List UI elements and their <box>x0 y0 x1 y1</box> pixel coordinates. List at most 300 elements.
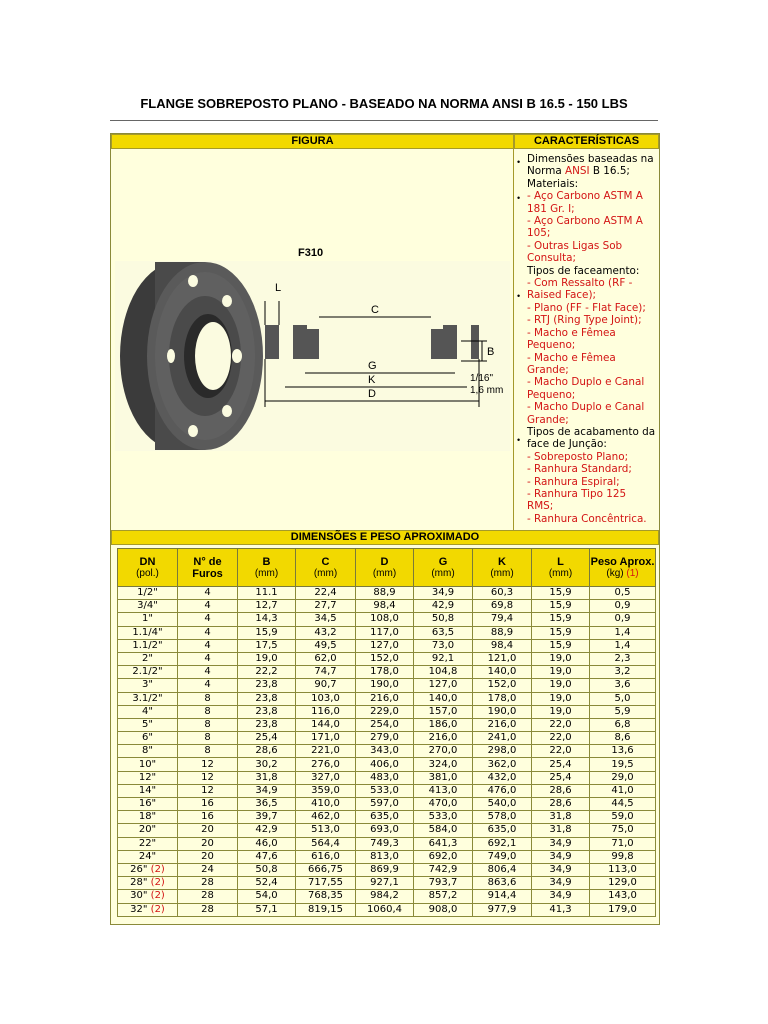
table-cell: 806,4 <box>473 863 532 876</box>
table-cell: 19,0 <box>238 652 296 665</box>
table-cell: 25,4 <box>238 732 296 745</box>
caracteristica-line[interactable]: - Ranhura Standard; <box>527 463 632 476</box>
caracteristica-line[interactable]: Raised Face); <box>527 289 596 302</box>
table-cell: 279,0 <box>356 732 414 745</box>
table-cell: 8 <box>178 692 238 705</box>
table-cell: 92,1 <box>414 652 473 665</box>
table-cell: 63,5 <box>414 626 473 639</box>
table-cell: 15,9 <box>532 587 590 600</box>
table-cell: 6,8 <box>590 718 656 731</box>
caracteristica-line[interactable]: RMS; <box>527 500 554 513</box>
table-cell: 768,35 <box>296 890 356 903</box>
table-cell: 432,0 <box>473 771 532 784</box>
column-header: B (mm) <box>238 549 296 587</box>
table-cell: 6" <box>118 732 178 745</box>
table-cell: 34,9 <box>414 587 473 600</box>
table-cell: 749,0 <box>473 850 532 863</box>
column-header: G (mm) <box>414 549 473 587</box>
caracteristica-line: Tipos de acabamento da <box>527 425 656 438</box>
table-cell: 2.1/2" <box>118 666 178 679</box>
table-cell: 60,3 <box>473 587 532 600</box>
table-cell: 692,0 <box>414 850 473 863</box>
label-D: D <box>368 388 376 400</box>
table-cell: 15,9 <box>532 626 590 639</box>
table-cell: 49,5 <box>296 639 356 652</box>
table-cell: 270,0 <box>414 745 473 758</box>
dimensions-table <box>117 548 656 917</box>
table-cell: 31,8 <box>532 824 590 837</box>
table-row <box>118 784 656 797</box>
table-cell: 143,0 <box>590 890 656 903</box>
table-cell: 641,3 <box>414 837 473 850</box>
table-cell: 2,3 <box>590 652 656 665</box>
caracteristica-line[interactable]: Pequeno; <box>527 388 576 401</box>
table-cell: 59,0 <box>590 811 656 824</box>
table-cell: 52,4 <box>238 877 296 890</box>
table-cell: 8 <box>178 718 238 731</box>
caracteristica-line[interactable]: - Macho Duplo e Canal <box>527 401 645 414</box>
table-cell: 104,8 <box>414 666 473 679</box>
table-cell: 15,9 <box>238 626 296 639</box>
table-cell: 140,0 <box>473 666 532 679</box>
table-cell: 144,0 <box>296 718 356 731</box>
table-cell: 4 <box>178 600 238 613</box>
table-cell: 39,7 <box>238 811 296 824</box>
table-cell: 88,9 <box>473 626 532 639</box>
table-row <box>118 692 656 705</box>
table-cell: 50,8 <box>414 613 473 626</box>
table-cell: 8 <box>178 745 238 758</box>
table-cell: 57,1 <box>238 903 296 916</box>
table-cell: 221,0 <box>296 745 356 758</box>
label-dim-in: 1/16" <box>470 373 494 384</box>
table-cell: 4 <box>178 639 238 652</box>
table-cell: 74,7 <box>296 666 356 679</box>
table-cell: 157,0 <box>414 705 473 718</box>
bullet-icon: • <box>517 157 521 167</box>
table-cell: 241,0 <box>473 732 532 745</box>
table-cell: 533,0 <box>356 784 414 797</box>
table-cell: 977,9 <box>473 903 532 916</box>
label-C: C <box>371 304 379 316</box>
table-cell: 28" (2) <box>118 877 178 890</box>
table-cell: 362,0 <box>473 758 532 771</box>
flange-body-illustration <box>120 262 263 450</box>
table-row <box>118 863 656 876</box>
column-header: DN (pol.) <box>118 549 178 587</box>
table-cell: 16 <box>178 811 238 824</box>
table-cell: 30" (2) <box>118 890 178 903</box>
caracteristica-line[interactable]: - Com Ressalto (RF - <box>527 277 633 290</box>
table-cell: 254,0 <box>356 718 414 731</box>
table-cell: 121,0 <box>473 652 532 665</box>
table-cell: 129,0 <box>590 877 656 890</box>
table-cell: 635,0 <box>473 824 532 837</box>
table-cell: 578,0 <box>473 811 532 824</box>
caracteristica-line[interactable]: - Macho e Fêmea <box>527 326 616 339</box>
table-cell: 8 <box>178 732 238 745</box>
table-cell: 20 <box>178 824 238 837</box>
caracteristica-line[interactable]: - Outras Ligas Sob <box>527 239 623 252</box>
table-cell: 16" <box>118 798 178 811</box>
table-cell: 98,4 <box>356 600 414 613</box>
table-cell: 19,0 <box>532 652 590 665</box>
table-cell: 476,0 <box>473 784 532 797</box>
table-cell: 43,2 <box>296 626 356 639</box>
table-cell: 359,0 <box>296 784 356 797</box>
table-cell: 79,4 <box>473 613 532 626</box>
caracteristica-line[interactable]: - Aço Carbono ASTM A <box>527 190 643 203</box>
bullet-icon: • <box>517 193 521 203</box>
table-row <box>118 639 656 652</box>
table-cell: 15,9 <box>532 639 590 652</box>
table-cell: 29,0 <box>590 771 656 784</box>
table-cell: 18" <box>118 811 178 824</box>
table-header-row <box>118 549 656 587</box>
table-cell: 513,0 <box>296 824 356 837</box>
table-cell: 22,0 <box>532 745 590 758</box>
table-cell: 34,9 <box>532 837 590 850</box>
table-cell: 540,0 <box>473 798 532 811</box>
table-cell: 127,0 <box>414 679 473 692</box>
table-cell: 73,0 <box>414 639 473 652</box>
caracteristicas-cell <box>514 149 659 530</box>
table-row <box>118 652 656 665</box>
table-cell: 19,0 <box>532 666 590 679</box>
page-title: FLANGE SOBREPOSTO PLANO - BASEADO NA NORMA ANSI B 16.5 - 150 LBS <box>140 96 628 111</box>
table-cell: 54,0 <box>238 890 296 903</box>
table-cell: 819,15 <box>296 903 356 916</box>
table-cell: 692,1 <box>473 837 532 850</box>
table-cell: 25,4 <box>532 758 590 771</box>
table-cell: 14" <box>118 784 178 797</box>
table-cell: 27,7 <box>296 600 356 613</box>
table-cell: 178,0 <box>473 692 532 705</box>
table-cell: 25,4 <box>532 771 590 784</box>
label-G: G <box>368 360 377 372</box>
table-cell: 98,4 <box>473 639 532 652</box>
table-cell: 8" <box>118 745 178 758</box>
table-row <box>118 666 656 679</box>
bullet-icon: • <box>517 291 521 301</box>
table-cell: 22,0 <box>532 718 590 731</box>
table-row <box>118 613 656 626</box>
column-header: Peso Aprox. (kg) (1) <box>590 549 656 587</box>
table-cell: 413,0 <box>414 784 473 797</box>
table-cell: 11.1 <box>238 587 296 600</box>
table-cell: 31,8 <box>238 771 296 784</box>
caracteristica-line[interactable]: Grande; <box>527 363 569 376</box>
table-cell: 343,0 <box>356 745 414 758</box>
table-cell: 152,0 <box>356 652 414 665</box>
table-cell: 71,0 <box>590 837 656 850</box>
table-cell: 1" <box>118 613 178 626</box>
table-cell: 3/4" <box>118 600 178 613</box>
table-cell: 5" <box>118 718 178 731</box>
table-cell: 20 <box>178 850 238 863</box>
table-cell: 88,9 <box>356 587 414 600</box>
table-cell: 15,9 <box>532 613 590 626</box>
table-cell: 152,0 <box>473 679 532 692</box>
table-cell: 62,0 <box>296 652 356 665</box>
table-cell: 116,0 <box>296 705 356 718</box>
table-cell: 863,6 <box>473 877 532 890</box>
figure-cell <box>111 149 514 530</box>
table-cell: 190,0 <box>473 705 532 718</box>
table-cell: 298,0 <box>473 745 532 758</box>
spec-table <box>110 133 660 925</box>
table-cell: 216,0 <box>356 692 414 705</box>
table-cell: 324,0 <box>414 758 473 771</box>
table-cell: 34,9 <box>532 890 590 903</box>
table-cell: 564,4 <box>296 837 356 850</box>
table-cell: 20" <box>118 824 178 837</box>
table-cell: 3,2 <box>590 666 656 679</box>
table-cell: 24 <box>178 863 238 876</box>
table-cell: 5,9 <box>590 705 656 718</box>
table-cell: 0,9 <box>590 600 656 613</box>
table-cell: 4 <box>178 587 238 600</box>
table-cell: 42,9 <box>238 824 296 837</box>
table-cell: 16 <box>178 798 238 811</box>
table-cell: 742,9 <box>414 863 473 876</box>
table-cell: 12 <box>178 784 238 797</box>
caracteristica-line[interactable]: - Aço Carbono ASTM A <box>527 215 643 228</box>
table-cell: 984,2 <box>356 890 414 903</box>
table-cell: 34,9 <box>532 877 590 890</box>
caracteristicas-header: CARACTERÍSTICAS <box>514 134 659 149</box>
table-cell: 20 <box>178 837 238 850</box>
table-row <box>118 890 656 903</box>
table-cell: 46,0 <box>238 837 296 850</box>
table-cell: 857,2 <box>414 890 473 903</box>
table-cell: 23,8 <box>238 705 296 718</box>
table-row <box>118 587 656 600</box>
table-cell: 75,0 <box>590 824 656 837</box>
table-cell: 113,0 <box>590 863 656 876</box>
caracteristica-line[interactable]: 181 Gr. I; <box>527 202 575 215</box>
column-header: C (mm) <box>296 549 356 587</box>
table-cell: 22" <box>118 837 178 850</box>
table-cell: 483,0 <box>356 771 414 784</box>
caracteristica-line[interactable]: - RTJ (Ring Type Joint); <box>527 314 642 327</box>
table-cell: 4 <box>178 652 238 665</box>
table-cell: 28 <box>178 903 238 916</box>
table-cell: 19,0 <box>532 692 590 705</box>
table-cell: 47,6 <box>238 850 296 863</box>
table-cell: 813,0 <box>356 850 414 863</box>
table-cell: 12" <box>118 771 178 784</box>
table-row <box>118 758 656 771</box>
column-header: K (mm) <box>473 549 532 587</box>
table-cell: 34,5 <box>296 613 356 626</box>
table-cell: 19,0 <box>532 679 590 692</box>
table-cell: 108,0 <box>356 613 414 626</box>
table-cell: 22,4 <box>296 587 356 600</box>
table-cell: 14,3 <box>238 613 296 626</box>
caracteristica-line[interactable]: Consulta; <box>527 252 577 265</box>
caracteristica-line: Dimensões baseadas na <box>527 153 654 165</box>
table-cell: 616,0 <box>296 850 356 863</box>
table-cell: 190,0 <box>356 679 414 692</box>
table-cell: 470,0 <box>414 798 473 811</box>
table-cell: 12,7 <box>238 600 296 613</box>
table-cell: 22,0 <box>532 732 590 745</box>
label-B: B <box>487 346 495 358</box>
caracteristicas-list <box>527 153 659 525</box>
table-cell: 17,5 <box>238 639 296 652</box>
caracteristica-line[interactable]: - Macho e Fêmea <box>527 351 616 364</box>
table-cell: 34,9 <box>532 850 590 863</box>
table-cell: 216,0 <box>473 718 532 731</box>
column-header: D (mm) <box>356 549 414 587</box>
table-row <box>118 877 656 890</box>
table-cell: 179,0 <box>590 903 656 916</box>
bullet-icon: • <box>517 435 521 445</box>
table-cell: 1.1/4" <box>118 626 178 639</box>
table-cell: 15,9 <box>532 600 590 613</box>
ansi-link[interactable]: ANSI <box>565 165 590 178</box>
table-cell: 26" (2) <box>118 863 178 876</box>
caracteristica-line: Norma ANSI B 16.5; <box>527 165 630 178</box>
figure-code: F310 <box>298 247 324 259</box>
table-row <box>118 732 656 745</box>
table-cell: 410,0 <box>296 798 356 811</box>
table-cell: 127,0 <box>356 639 414 652</box>
table-cell: 276,0 <box>296 758 356 771</box>
table-cell: 31,8 <box>532 811 590 824</box>
table-cell: 908,0 <box>414 903 473 916</box>
table-cell: 8 <box>178 705 238 718</box>
table-cell: 2" <box>118 652 178 665</box>
table-cell: 36,5 <box>238 798 296 811</box>
table-row <box>118 771 656 784</box>
label-L: L <box>275 282 282 294</box>
table-cell: 229,0 <box>356 705 414 718</box>
table-cell: 140,0 <box>414 692 473 705</box>
table-row <box>118 679 656 692</box>
table-cell: 23,8 <box>238 692 296 705</box>
table-cell: 666,75 <box>296 863 356 876</box>
table-cell: 28,6 <box>238 745 296 758</box>
table-cell: 42,9 <box>414 600 473 613</box>
table-cell: 28,6 <box>532 784 590 797</box>
label-K: K <box>368 374 376 386</box>
caracteristica-line: face de Junção: <box>527 438 607 451</box>
column-header: L (mm) <box>532 549 590 587</box>
table-cell: 44,5 <box>590 798 656 811</box>
table-cell: 90,7 <box>296 679 356 692</box>
caracteristica-line: Materiais: <box>527 177 579 190</box>
caracteristica-line[interactable]: - Ranhura Espiral; <box>527 475 620 488</box>
caracteristica-line[interactable]: - Ranhura Tipo 125 <box>527 487 627 500</box>
table-cell: 4 <box>178 613 238 626</box>
caracteristica-line[interactable]: 105; <box>527 227 551 240</box>
table-cell: 13,6 <box>590 745 656 758</box>
table-cell: 32" (2) <box>118 903 178 916</box>
table-cell: 0,5 <box>590 587 656 600</box>
table-cell: 3" <box>118 679 178 692</box>
table-cell: 50,8 <box>238 863 296 876</box>
title-divider <box>110 120 658 121</box>
table-row <box>118 745 656 758</box>
table-cell: 30,2 <box>238 758 296 771</box>
table-cell: 34,9 <box>532 863 590 876</box>
table-cell: 178,0 <box>356 666 414 679</box>
caracteristica-line[interactable]: - Sobreposto Plano; <box>527 450 629 463</box>
table-cell: 1,4 <box>590 626 656 639</box>
table-cell: 327,0 <box>296 771 356 784</box>
table-cell: 10" <box>118 758 178 771</box>
table-cell: 103,0 <box>296 692 356 705</box>
table-row <box>118 705 656 718</box>
table-cell: 41,0 <box>590 784 656 797</box>
table-cell: 28,6 <box>532 798 590 811</box>
table-row <box>118 824 656 837</box>
table-cell: 1060,4 <box>356 903 414 916</box>
table-cell: 171,0 <box>296 732 356 745</box>
table-cell: 69,8 <box>473 600 532 613</box>
table-cell: 5,0 <box>590 692 656 705</box>
table-cell: 22,2 <box>238 666 296 679</box>
table-cell: 4 <box>178 666 238 679</box>
table-cell: 584,0 <box>414 824 473 837</box>
figura-header: FIGURA <box>111 134 514 149</box>
table-cell: 4" <box>118 705 178 718</box>
dimensoes-header: DIMENSÕES E PESO APROXIMADO <box>111 530 659 545</box>
table-cell: 381,0 <box>414 771 473 784</box>
table-row <box>118 837 656 850</box>
table-row <box>118 626 656 639</box>
table-cell: 117,0 <box>356 626 414 639</box>
table-cell: 533,0 <box>414 811 473 824</box>
table-cell: 869,9 <box>356 863 414 876</box>
flange-drawing <box>115 261 510 451</box>
table-cell: 4 <box>178 626 238 639</box>
table-cell: 1/2" <box>118 587 178 600</box>
table-cell: 12 <box>178 771 238 784</box>
table-cell: 12 <box>178 758 238 771</box>
caracteristica-line[interactable]: Pequeno; <box>527 339 576 352</box>
table-cell: 19,5 <box>590 758 656 771</box>
caracteristica-line[interactable]: - Plano (FF - Flat Face); <box>527 301 646 314</box>
table-cell: 0,9 <box>590 613 656 626</box>
table-cell: 41,3 <box>532 903 590 916</box>
table-row <box>118 798 656 811</box>
table-cell: 1.1/2" <box>118 639 178 652</box>
caracteristica-line: Tipos de faceamento: <box>527 264 640 277</box>
table-cell: 749,3 <box>356 837 414 850</box>
table-cell: 693,0 <box>356 824 414 837</box>
table-cell: 793,7 <box>414 877 473 890</box>
table-cell: 597,0 <box>356 798 414 811</box>
caracteristica-line[interactable]: - Macho Duplo e Canal <box>527 376 645 389</box>
table-cell: 28 <box>178 877 238 890</box>
table-cell: 99,8 <box>590 850 656 863</box>
caracteristica-line[interactable]: Grande; <box>527 413 569 426</box>
table-body <box>118 587 656 917</box>
table-row <box>118 903 656 916</box>
caracteristica-line[interactable]: - Ranhura Concêntrica. <box>527 512 647 525</box>
table-row <box>118 850 656 863</box>
table-cell: 635,0 <box>356 811 414 824</box>
table-cell: 8,6 <box>590 732 656 745</box>
table-cell: 23,8 <box>238 718 296 731</box>
table-cell: 19,0 <box>532 705 590 718</box>
label-dim-mm: 1,6 mm <box>470 385 504 396</box>
table-cell: 186,0 <box>414 718 473 731</box>
table-cell: 34,9 <box>238 784 296 797</box>
